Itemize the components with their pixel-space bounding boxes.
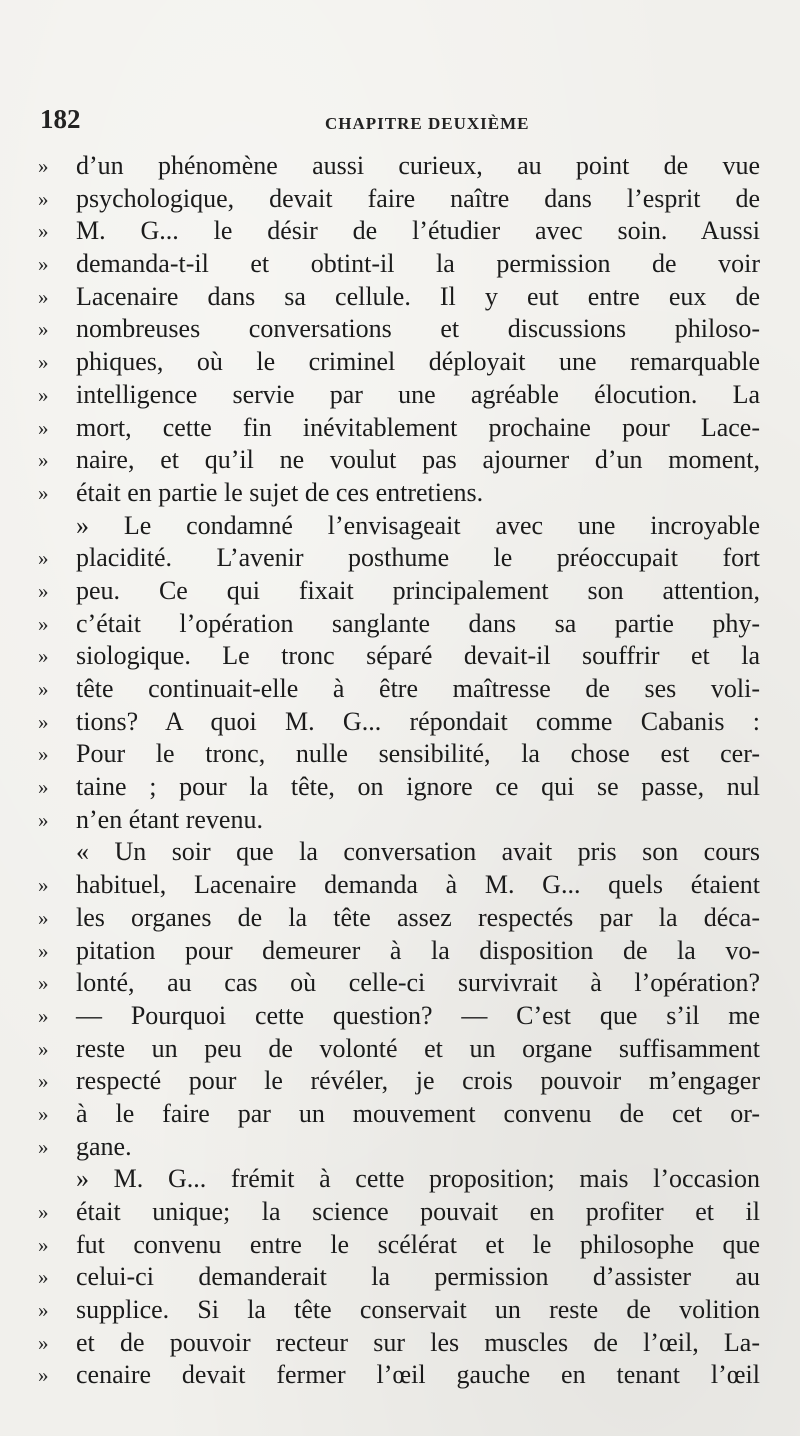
line-text: demanda-t-il et obtint-il la permission de voir bbox=[76, 249, 760, 279]
quote-mark: » bbox=[38, 546, 49, 571]
line-text: naire, et qu’il ne voulut pas ajourner d’un moment, bbox=[76, 445, 760, 475]
text-line bbox=[38, 183, 760, 216]
quote-mark: » bbox=[38, 905, 49, 930]
line-text: » Le condamné l’envisageait avec une incroyable bbox=[76, 510, 760, 540]
quote-mark: » bbox=[38, 284, 49, 309]
line-text: c’était l’opération sanglante dans sa partie phy- bbox=[76, 608, 760, 638]
text-line bbox=[38, 1131, 760, 1164]
quote-mark: » bbox=[38, 775, 49, 800]
quote-mark: » bbox=[38, 448, 49, 473]
line-text: peu. Ce qui fixait principalement son attention, bbox=[76, 575, 760, 605]
quote-mark: » bbox=[38, 480, 49, 505]
quote-mark: » bbox=[38, 644, 49, 669]
text-line bbox=[38, 1294, 760, 1327]
text-line bbox=[38, 1000, 760, 1033]
line-text: supplice. Si la tête conservait un reste de volition bbox=[76, 1295, 760, 1325]
quote-mark: » bbox=[38, 317, 49, 342]
quote-mark: » bbox=[38, 1200, 49, 1224]
line-text: — Pourquoi cette question? — C’est que s’il me bbox=[76, 1000, 760, 1030]
text-line bbox=[38, 869, 760, 902]
line-text: placidité. L’avenir posthume le préoccupait fort bbox=[76, 543, 760, 573]
text-line bbox=[38, 1327, 760, 1360]
line-text: nombreuses conversations et discussions philoso- bbox=[76, 314, 760, 344]
text-line bbox=[38, 477, 760, 510]
page-header bbox=[40, 104, 760, 140]
quote-mark: » bbox=[38, 1134, 49, 1159]
quote-mark: » bbox=[38, 219, 49, 244]
quote-mark: » bbox=[38, 415, 49, 440]
text-line bbox=[38, 1196, 760, 1229]
line-text: » M. G... frémit à cette proposition; mais l’occasion bbox=[76, 1164, 760, 1194]
line-text: était en partie le sujet de ces entretiens. bbox=[76, 477, 484, 507]
line-text: était unique; la science pouvait en profiter et il bbox=[76, 1197, 760, 1226]
quote-mark: » bbox=[38, 742, 49, 767]
quote-mark: » bbox=[38, 1330, 49, 1355]
line-text: les organes de la tête assez respectés par la déca- bbox=[76, 902, 760, 932]
text-line bbox=[38, 150, 760, 183]
quote-mark: » bbox=[38, 1003, 49, 1028]
line-text: et de pouvoir recteur sur les muscles de l’œil, La- bbox=[76, 1327, 760, 1357]
text-line bbox=[38, 379, 760, 412]
quote-mark: » bbox=[38, 1036, 49, 1061]
quote-mark: » bbox=[38, 1363, 49, 1388]
text-line bbox=[38, 738, 760, 771]
quote-mark: » bbox=[38, 186, 49, 211]
text-line bbox=[38, 1098, 760, 1131]
quote-mark: » bbox=[38, 807, 49, 832]
line-text: n’en étant revenu. bbox=[76, 804, 263, 834]
running-head: CHAPITRE DEUXIÈME bbox=[325, 114, 530, 133]
page-number: 182 bbox=[40, 104, 81, 134]
line-text: pitation pour demeurer à la disposition de la vo- bbox=[76, 935, 760, 965]
text-line bbox=[38, 673, 760, 706]
text-line bbox=[38, 346, 760, 379]
text-line bbox=[38, 1359, 760, 1392]
text-line bbox=[38, 640, 760, 673]
quote-mark: » bbox=[38, 611, 49, 636]
quote-mark: » bbox=[38, 1265, 49, 1290]
line-text: tête continuait-elle à être maîtresse de ses voli- bbox=[76, 674, 760, 703]
quote-mark: » bbox=[38, 971, 49, 996]
quote-mark: » bbox=[38, 578, 49, 603]
line-text: gane. bbox=[76, 1131, 132, 1161]
text-line bbox=[38, 1033, 760, 1066]
text-line bbox=[38, 804, 760, 837]
quote-mark: » bbox=[38, 252, 49, 277]
line-text: siologique. Le tronc séparé devait-il souffrir et la bbox=[76, 641, 760, 671]
line-text: « Un soir que la conversation avait pris son cours bbox=[76, 837, 760, 867]
text-line bbox=[38, 1261, 760, 1294]
quote-mark: » bbox=[38, 1101, 49, 1126]
quote-mark: » bbox=[38, 1298, 49, 1323]
quote-mark: » bbox=[38, 1069, 49, 1094]
line-text: celui-ci demanderait la permission d’assister au bbox=[76, 1262, 760, 1292]
text-line bbox=[38, 967, 760, 1000]
text-line bbox=[38, 281, 760, 314]
text-line bbox=[38, 412, 760, 445]
line-text: intelligence servie par une agréable élocution. La bbox=[76, 379, 760, 409]
text-line bbox=[38, 510, 760, 543]
text-line bbox=[38, 444, 760, 477]
line-text: habituel, Lacenaire demanda à M. G... quels étaient bbox=[76, 870, 760, 900]
line-text: Pour le tronc, nulle sensibilité, la chose est cer- bbox=[76, 739, 760, 769]
quote-mark: » bbox=[38, 677, 49, 701]
text-line bbox=[38, 313, 760, 346]
quote-mark: » bbox=[38, 938, 49, 963]
quote-mark: » bbox=[38, 1232, 49, 1257]
text-line bbox=[38, 836, 760, 869]
text-line bbox=[38, 902, 760, 935]
text-line bbox=[38, 1229, 760, 1262]
text-line bbox=[38, 771, 760, 804]
line-text: phiques, où le criminel déployait une remarquable bbox=[76, 347, 760, 377]
line-text: fut convenu entre le scélérat et le philosophe que bbox=[76, 1229, 760, 1259]
line-text: Lacenaire dans sa cellule. Il y eut entre eux de bbox=[76, 281, 760, 311]
quote-mark: » bbox=[38, 382, 49, 407]
text-line bbox=[38, 1065, 760, 1098]
text-line bbox=[38, 542, 760, 575]
text-line bbox=[38, 575, 760, 608]
quote-mark: » bbox=[38, 709, 49, 734]
text-line bbox=[38, 1163, 760, 1196]
text-line bbox=[38, 608, 760, 641]
line-text: mort, cette fin inévitablement prochaine pour Lace- bbox=[76, 412, 760, 442]
text-line bbox=[38, 935, 760, 968]
line-text: cenaire devait fermer l’œil gauche en tenant l’œil bbox=[76, 1360, 760, 1390]
quote-mark: » bbox=[38, 350, 49, 375]
text-line bbox=[38, 215, 760, 248]
quote-mark: » bbox=[38, 154, 49, 178]
line-text: psychologique, devait faire naître dans l’esprit de bbox=[76, 183, 760, 213]
line-text: M. G... le désir de l’étudier avec soin. Aussi bbox=[76, 216, 760, 246]
text-line bbox=[38, 248, 760, 281]
text-line bbox=[38, 706, 760, 739]
line-text: à le faire par un mouvement convenu de cet or- bbox=[76, 1098, 760, 1128]
line-text: reste un peu de volonté et un organe suffisamment bbox=[76, 1033, 760, 1063]
line-text: lonté, au cas où celle-ci survivrait à l’opération? bbox=[76, 968, 760, 998]
line-text: d’un phénomène aussi curieux, au point de vue bbox=[76, 151, 760, 180]
line-text: tions? A quoi M. G... répondait comme Cabanis : bbox=[76, 706, 760, 736]
quote-mark: » bbox=[38, 873, 49, 898]
line-text: taine ; pour la tête, on ignore ce qui se passe, nul bbox=[76, 772, 760, 802]
line-text: respecté pour le révéler, je crois pouvoir m’engager bbox=[76, 1066, 760, 1096]
body-text bbox=[38, 150, 760, 1392]
